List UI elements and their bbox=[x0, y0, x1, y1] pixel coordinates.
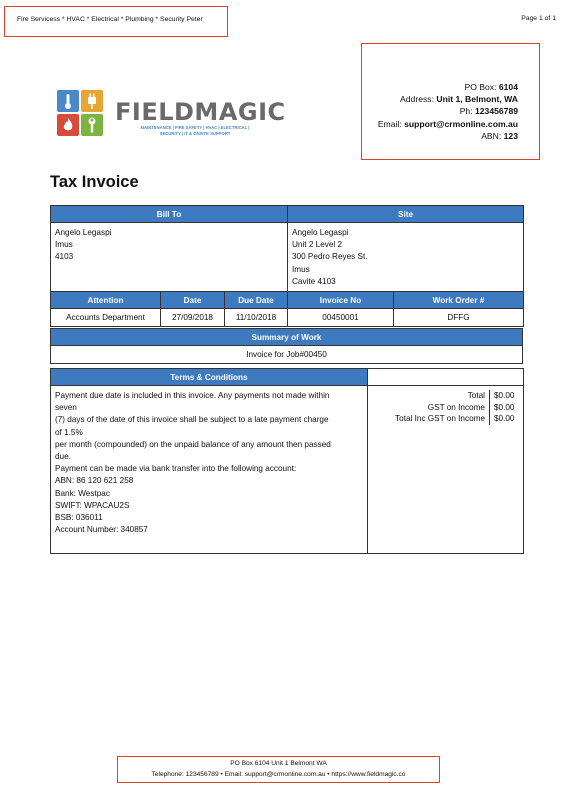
date-value: 27/09/2018 bbox=[161, 309, 225, 327]
attention-header: Attention bbox=[51, 292, 161, 309]
page-number: Page 1 of 1 bbox=[521, 15, 556, 22]
po-box-line: PO Box: 6104 bbox=[464, 82, 518, 92]
terms-line: BSB: 036011 bbox=[55, 513, 103, 523]
work-order-header: Work Order # bbox=[394, 292, 524, 309]
gst-row bbox=[368, 402, 523, 414]
gst-value: $0.00 bbox=[489, 402, 523, 414]
header-services-box bbox=[4, 6, 228, 37]
total-row bbox=[368, 390, 523, 402]
logo-tagline: MAINTENANCE | FIRE SAFETY | HVAC | ELECTRICAL | SECURITY | IT & ONSITE SUPPORT bbox=[140, 125, 250, 136]
abn-line: ABN: 123 bbox=[481, 130, 518, 141]
site-heading: Site bbox=[288, 206, 524, 223]
footer-line-2: Telephone: 123456789 • Email: support@crmonline.com.au • https://www.fieldmagic.co bbox=[151, 771, 406, 778]
footer-line-1: PO Box 6104 Unit 1 Belmont WA bbox=[230, 760, 327, 767]
terms-line: seven bbox=[55, 403, 77, 413]
header-services: Fire Servicess * HVAC * Electrical * Plumbing * Security Peter bbox=[17, 16, 203, 23]
footer-lines bbox=[118, 758, 439, 780]
bill-to-heading: Bill To bbox=[51, 206, 288, 223]
due-date-header: Due Date bbox=[225, 292, 288, 309]
summary-table bbox=[50, 328, 523, 364]
terms-text bbox=[51, 386, 368, 554]
due-date-value: 11/10/2018 bbox=[225, 309, 288, 327]
total-inc-gst-value: $0.00 bbox=[489, 413, 523, 425]
terms-line: Payment due date is included in this invoice. Any payments not made within bbox=[55, 391, 330, 400]
company-address-box bbox=[361, 43, 540, 160]
site-line: Imus bbox=[292, 264, 310, 274]
terms-heading: Terms & Conditions bbox=[51, 369, 368, 386]
footer-box bbox=[117, 756, 440, 783]
total-label: Total bbox=[467, 391, 485, 400]
phone-line: Ph: 123456789 bbox=[459, 106, 518, 117]
bill-to-line: Imus bbox=[55, 240, 73, 250]
plug-icon bbox=[81, 90, 103, 112]
total-inc-gst-row bbox=[368, 413, 523, 425]
terms-line: per month (compounded) on the unpaid balance of any amount then passed bbox=[55, 439, 331, 449]
flame-icon bbox=[57, 114, 79, 136]
totals-cell bbox=[368, 386, 524, 554]
logo-tiles bbox=[55, 88, 107, 138]
terms-line: ABN: 86 120 621 258 bbox=[55, 476, 134, 486]
invoice-details-table bbox=[50, 291, 524, 327]
terms-line: Account Number: 340857 bbox=[55, 525, 148, 535]
terms-line: Payment can be made via bank transfer into the following account: bbox=[55, 464, 297, 474]
wrench-icon bbox=[81, 114, 103, 136]
thermometer-icon bbox=[57, 90, 79, 112]
terms-line: of 1.5% bbox=[55, 427, 83, 437]
bill-to-line: Angelo Legaspi bbox=[55, 228, 112, 237]
summary-heading: Summary of Work bbox=[51, 329, 523, 346]
document-title: Tax Invoice bbox=[50, 173, 139, 191]
terms-line: (7) days of the date of this invoice shall be subject to a late payment charge bbox=[55, 415, 329, 425]
site-line: Unit 2 Level 2 bbox=[292, 240, 343, 250]
summary-text: Invoice for Job#00450 bbox=[51, 346, 523, 364]
totals-heading-blank bbox=[368, 369, 524, 386]
site-line: 300 Pedro Reyes St. bbox=[292, 252, 368, 262]
site-line: Angelo Legaspi bbox=[292, 228, 349, 237]
terms-line: SWIFT: WPACAU2S bbox=[55, 500, 130, 510]
fieldmagic-logo bbox=[55, 88, 286, 140]
invoice-no-header: Invoice No bbox=[288, 292, 394, 309]
attention-value: Accounts Department bbox=[51, 309, 161, 327]
work-order-value: DFFG bbox=[394, 309, 524, 327]
terms-line: Bank: Westpac bbox=[55, 488, 110, 498]
terms-line: due. bbox=[55, 452, 71, 462]
date-header: Date bbox=[161, 292, 225, 309]
gst-label: GST on Income bbox=[427, 402, 485, 412]
email-line: Email: support@crmonline.com.au bbox=[377, 118, 518, 129]
total-value: $0.00 bbox=[489, 390, 523, 402]
logo-wordmark: FIELDMAGIC bbox=[115, 98, 286, 126]
site-line: Cavite 4103 bbox=[292, 276, 336, 286]
terms-totals-table bbox=[50, 368, 524, 554]
total-inc-gst-label: Total Inc GST on Income bbox=[395, 414, 485, 424]
company-address-lines bbox=[378, 81, 518, 142]
bill-to-line: 4103 bbox=[55, 252, 74, 262]
invoice-no-value: 00450001 bbox=[288, 309, 394, 327]
address-line: Address: Unit 1, Belmont, WA bbox=[400, 94, 518, 105]
